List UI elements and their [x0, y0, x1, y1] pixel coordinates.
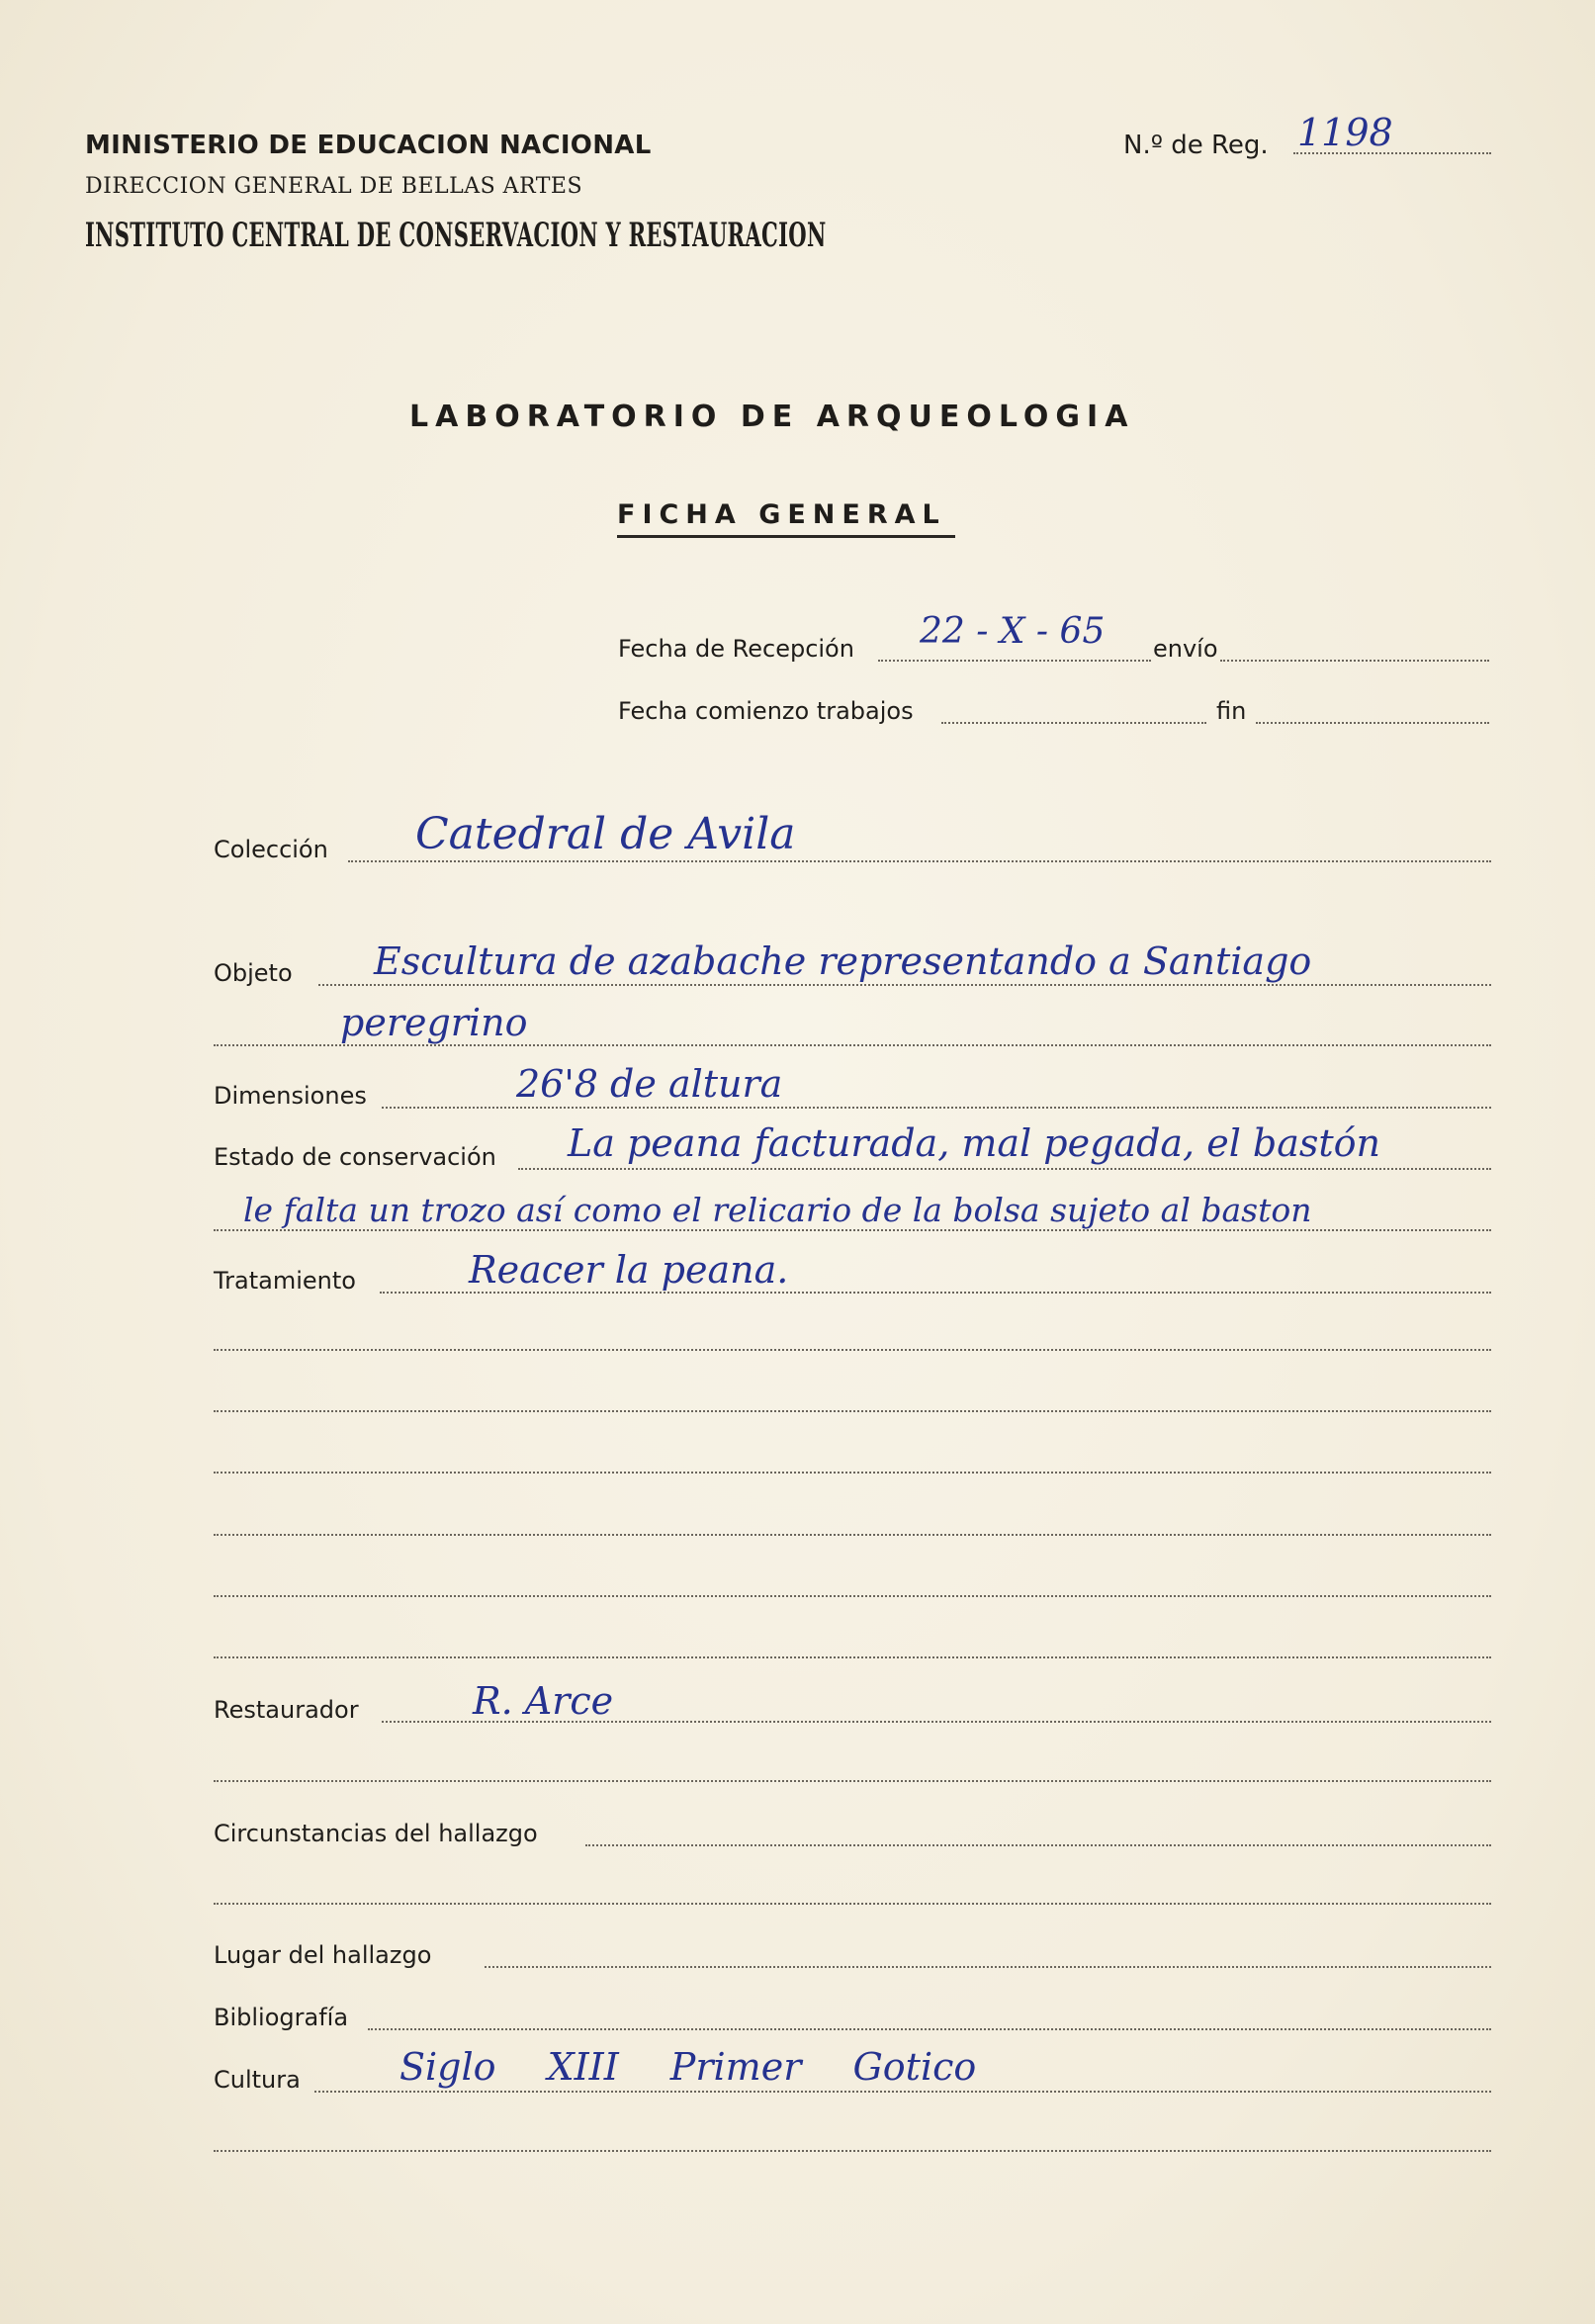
- fecha-recepcion-line: [878, 660, 1151, 662]
- fecha-recepcion-label: Fecha de Recepción: [618, 635, 854, 663]
- blank-line: [214, 1472, 1491, 1474]
- blank-line: [214, 1534, 1491, 1536]
- fecha-comienzo-line: [941, 722, 1206, 724]
- envio-label: envío: [1153, 635, 1218, 663]
- objeto-label: Objeto: [214, 959, 293, 987]
- circunstancias-label: Circunstancias del hallazgo: [214, 1820, 538, 1847]
- estado-label: Estado de conservación: [214, 1143, 496, 1171]
- envio-line: [1220, 660, 1489, 662]
- cultura-label: Cultura: [214, 2066, 301, 2094]
- coleccion-value: Catedral de Avila: [415, 809, 796, 859]
- dimensiones-value: 26'8 de altura: [516, 1062, 783, 1106]
- estado-value-line2: le falta un trozo así como el relicario de la bolsa sujeto al baston: [243, 1191, 1312, 1229]
- blank-line: [214, 1349, 1491, 1351]
- form-title: FICHA GENERAL: [617, 499, 946, 530]
- objeto-line-1: [318, 984, 1491, 986]
- form-title-underline: [617, 535, 955, 538]
- bibliografia-label: Bibliografía: [214, 2004, 349, 2031]
- circunstancias-line: [585, 1844, 1491, 1846]
- cultura-line: [314, 2091, 1491, 2093]
- tratamiento-line: [380, 1292, 1491, 1294]
- blank-line: [214, 1903, 1491, 1905]
- fecha-recepcion-value: 22 - X - 65: [920, 611, 1106, 652]
- bibliografia-line: [368, 2028, 1491, 2030]
- blank-line: [214, 1595, 1491, 1597]
- blank-line: [214, 2150, 1491, 2152]
- direction-heading: DIRECCION GENERAL DE BELLAS ARTES: [85, 174, 583, 199]
- restaurador-label: Restaurador: [214, 1696, 359, 1724]
- objeto-line-2: [214, 1044, 1491, 1046]
- tratamiento-value: Reacer la peana.: [469, 1248, 789, 1292]
- fin-label: fin: [1216, 697, 1247, 725]
- lugar-label: Lugar del hallazgo: [214, 1941, 432, 1969]
- restaurador-value: R. Arce: [473, 1679, 614, 1723]
- blank-line: [214, 1780, 1491, 1782]
- reg-number-label: N.º de Reg.: [1123, 131, 1269, 160]
- institute-heading: INSTITUTO CENTRAL DE CONSERVACION Y RESTAURACION: [85, 216, 827, 255]
- fecha-comienzo-label: Fecha comienzo trabajos: [618, 697, 914, 725]
- estado-line-1: [518, 1168, 1491, 1170]
- lugar-line: [485, 1966, 1491, 1968]
- coleccion-label: Colección: [214, 836, 328, 863]
- estado-value: La peana facturada, mal pegada, el bastón: [568, 1121, 1381, 1165]
- coleccion-line: [348, 860, 1491, 862]
- cultura-value: Siglo XIII Primer Gotico: [399, 2045, 977, 2089]
- fin-line: [1256, 722, 1489, 724]
- blank-line: [214, 1656, 1491, 1658]
- dimensiones-label: Dimensiones: [214, 1082, 367, 1110]
- tratamiento-label: Tratamiento: [214, 1267, 356, 1295]
- lab-title: LABORATORIO DE ARQUEOLOGIA: [409, 400, 1135, 434]
- blank-line: [214, 1410, 1491, 1412]
- ministry-heading: MINISTERIO DE EDUCACION NACIONAL: [85, 131, 652, 160]
- dimensiones-line: [382, 1107, 1491, 1109]
- objeto-value-line2: peregrino: [340, 1001, 528, 1044]
- estado-line-2: [214, 1229, 1491, 1231]
- objeto-value: Escultura de azabache representando a Santiago: [374, 939, 1312, 983]
- reg-number-value: 1198: [1297, 111, 1393, 154]
